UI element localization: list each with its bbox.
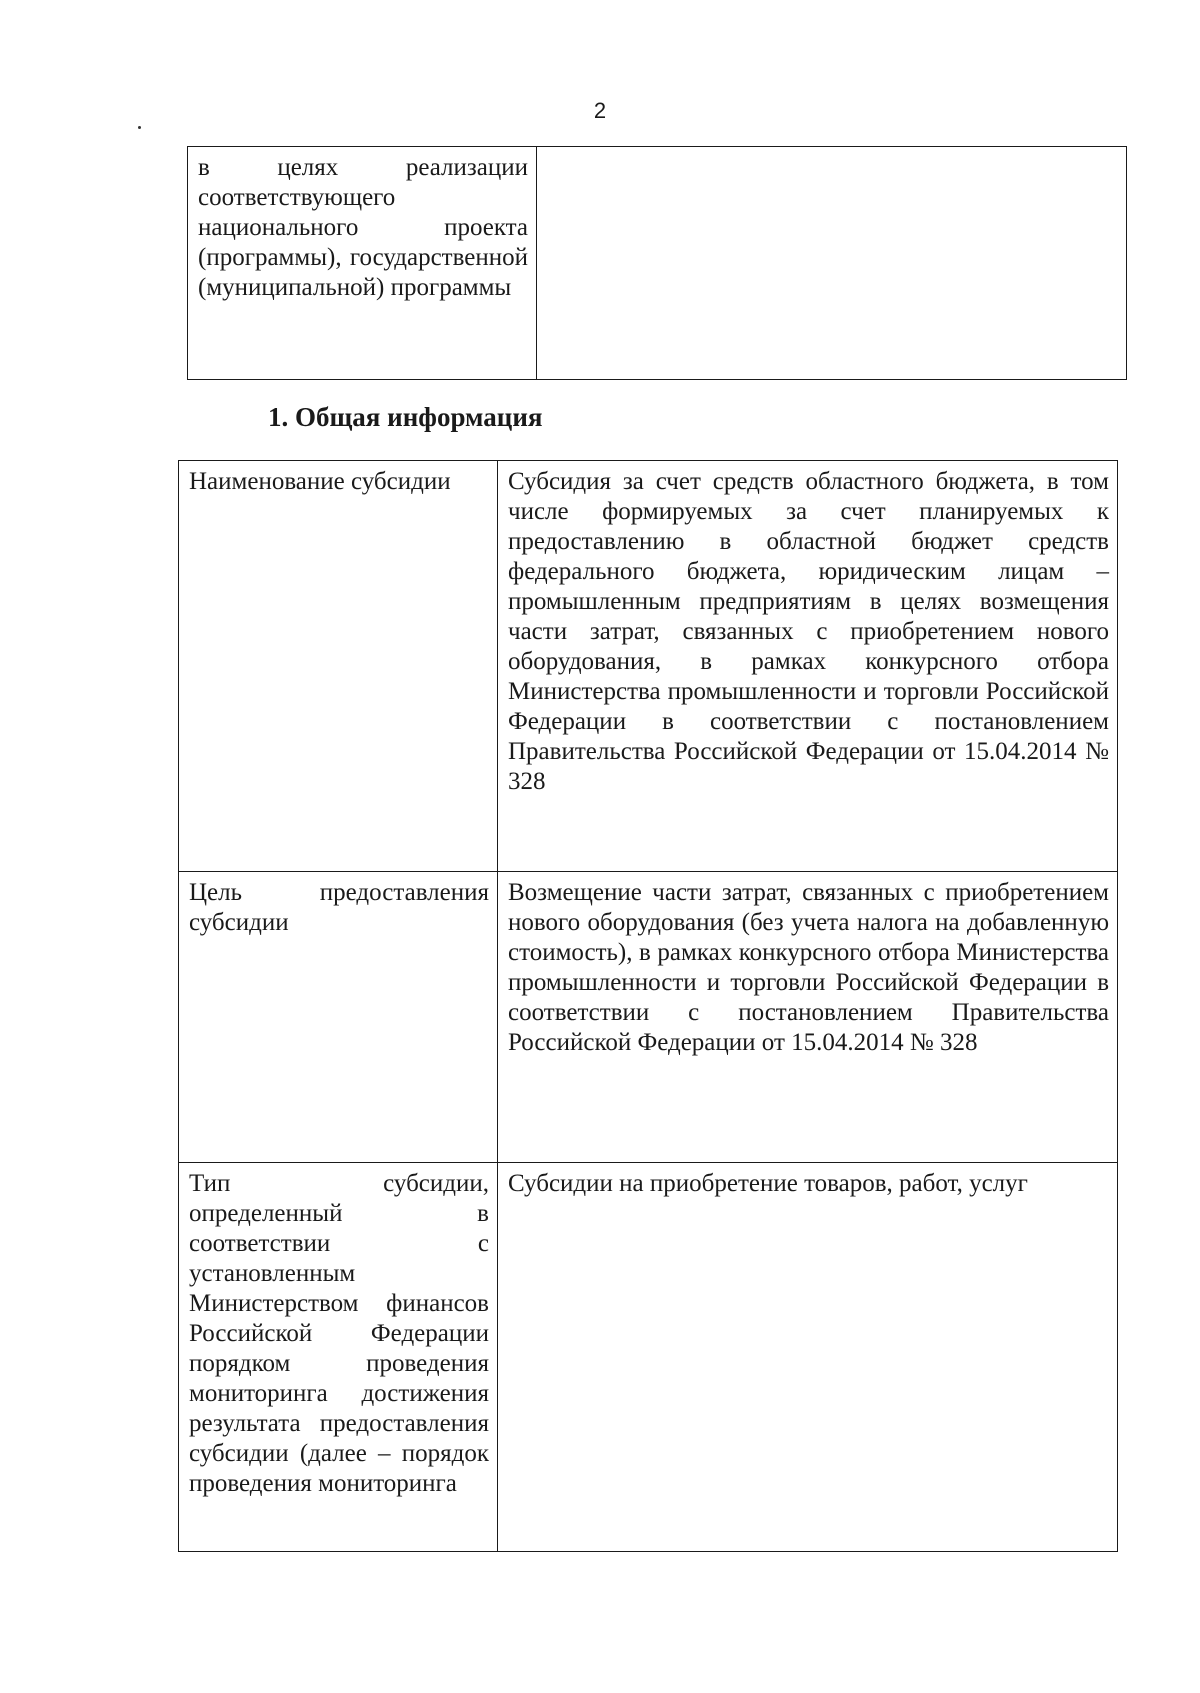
program-cell-value	[537, 147, 1127, 380]
subsidy-type-value: Субсидии на приобретение товаров, работ, услуг	[498, 1163, 1118, 1552]
program-cell-label: в целях реализации соответствующего национального проекта (программы), государственной (муниципальной) программы	[188, 147, 537, 380]
section-heading: 1. Общая информация	[268, 402, 543, 432]
scan-dot	[138, 126, 141, 129]
subsidy-goal-value: Возмещение части затрат, связанных с приобретением нового оборудования (без учета налога на добавленную стоимость), в рамках конкурсного отбора Министерства промышленности и торговли Российской Федерации в соответствии с постановлением Правительства Российской Федерации от 15.04.2014 № 328	[498, 872, 1118, 1163]
table-row	[179, 1163, 1118, 1552]
page-number: 2	[593, 98, 607, 123]
subsidy-type-label: Тип субсидии, определенный в соответствии с установленным Министерством финансов Российской Федерации порядком проведения мониторинга достижения результата предоставления субсидии (далее – порядок проведения мониторинга	[179, 1163, 498, 1552]
subsidy-name-label: Наименование субсидии	[179, 461, 498, 872]
subsidy-goal-label: Цель предоставления субсидии	[179, 872, 498, 1163]
table-row	[188, 147, 1127, 380]
general-info-table	[178, 460, 1118, 1552]
table-row	[179, 461, 1118, 872]
table-row	[179, 872, 1118, 1163]
subsidy-name-value: Субсидия за счет средств областного бюджета, в том числе формируемых за счет планируемых к предоставлению в областной бюджет средств федерального бюджета, юридическим лицам – промышленным предприятиям в целях возмещения части затрат, связанных с приобретением нового оборудования, в рамках конкурсного отбора Министерства промышленности и торговли Российской Федерации в соответствии с постановлением Правительства Российской Федерации от 15.04.2014 № 328	[498, 461, 1118, 872]
program-table	[187, 146, 1127, 380]
